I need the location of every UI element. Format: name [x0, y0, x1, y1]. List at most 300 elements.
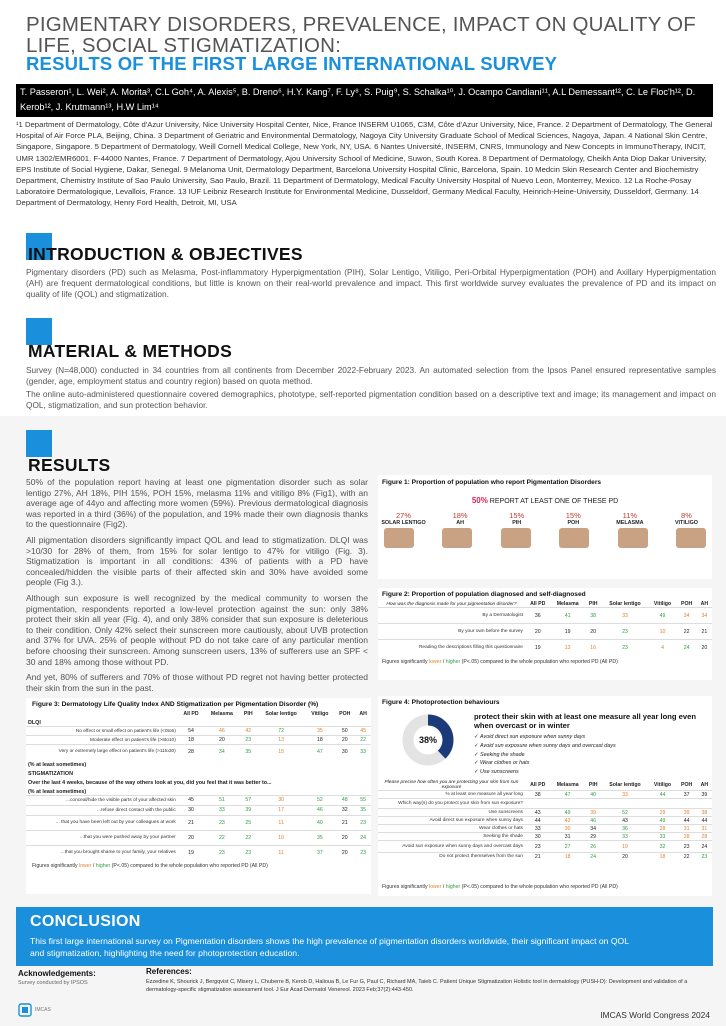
- cell-value: 18: [316, 737, 323, 743]
- cell-value: 22: [683, 628, 690, 635]
- cell-value: 49: [564, 809, 571, 816]
- section-row: [26, 717, 371, 727]
- cell-value: 18: [188, 737, 194, 743]
- results-text: [26, 477, 368, 698]
- conclusion-heading: CONCLUSION: [30, 913, 141, 930]
- column-header: POH: [681, 782, 693, 788]
- note-sep: /: [92, 863, 95, 869]
- cell-value: 29: [659, 809, 666, 816]
- figure-1-item: [380, 511, 427, 526]
- column-header: Solar lentigo: [609, 782, 641, 788]
- figure-4-donut: [400, 712, 456, 768]
- cell-value: 23: [360, 819, 366, 826]
- table-row: [378, 841, 712, 853]
- row-label: By a Dermatologist: [482, 613, 523, 618]
- cell-value: 38: [534, 791, 541, 798]
- cell-value: 45: [188, 797, 194, 803]
- cell-value: 29: [590, 833, 597, 840]
- cell-value: 15: [278, 748, 285, 755]
- cell-value: 23: [622, 628, 628, 635]
- cell-value: 21: [341, 819, 348, 826]
- cell-value: 46: [590, 817, 597, 824]
- column-header: Solar lentigo: [609, 601, 641, 607]
- column-header: All PD: [183, 711, 199, 717]
- figure-1-item: [663, 511, 710, 526]
- figure-2-panel: [378, 588, 712, 680]
- cell-value: 33: [534, 825, 541, 832]
- cell-value: 24: [683, 644, 690, 651]
- cell-value: 19: [188, 849, 194, 856]
- cell-value: 33: [622, 612, 628, 619]
- figure-1-label: POH: [567, 520, 580, 526]
- cell-value: 32: [341, 807, 348, 813]
- figure-1-title: Figure 1: Proportion of population who report Pigmentation Disorders: [382, 479, 602, 486]
- acknowledgements-text: Survey conducted by IPSOS: [18, 980, 88, 986]
- figure-3-note: [26, 860, 371, 872]
- section-label: (% at least sometimes): [28, 761, 87, 768]
- cell-value: 23: [245, 737, 252, 743]
- cell-value: 13: [278, 737, 285, 743]
- row-label: No effect or small effect on patient's life (<0to5): [75, 728, 176, 734]
- figure-3-table: [26, 711, 371, 860]
- results-paragraph: All pigmentation disorders significantly impact QOL and lead to stigmatization. DLQI was >10/30 for 28% of them, from 15% for solar lentigo to 47% for vitiligo (Fig. 3). Stigmatization is important in all conditions: 43% of patients with a PD have concealed/hidden the visible parts of their affected skin and 30% have avoided some people (Fig 3.).: [26, 534, 368, 588]
- congress-label: IMCAS World Congress 2024: [600, 1010, 710, 1020]
- cell-value: 33: [622, 791, 628, 798]
- cell-value: 33: [622, 833, 628, 840]
- cell-value: 35: [316, 834, 323, 841]
- row-label: Avoid sun exposure when sunny days and overcast days: [402, 844, 523, 849]
- cell-value: 20: [622, 853, 628, 860]
- section-row: [26, 777, 371, 786]
- figure-2-table: [378, 601, 712, 656]
- row-label: Do not protect themselves from the sun: [439, 854, 523, 860]
- results-paragraph: Although sun exposure is well recognized by the medical community to worsen the pigmentation, respondents reported a low-level protection against the sun: only 38% protect their skin all year (Fig. 4), and only 38% consider that sun exposure is deleterious to their condition. Only 42% select their sunscreen more cautiously, about UVB protection and 37% for UVA. 25% of people without PD do not take care of any particular mention before choosing their sunscreen. Among sunscreen users, 13% of sufferers use an SPF < 30 and 18% among those without PD.: [26, 592, 368, 667]
- section-row: [26, 786, 371, 796]
- note-prefix: Figures significantly: [382, 658, 428, 665]
- cell-value: 50: [341, 728, 348, 734]
- cell-value: 36: [622, 825, 628, 832]
- note-suffix: (P<.05) compared to the whole population who reported PD (All PD): [461, 658, 618, 665]
- figure-2-note: [378, 656, 712, 668]
- methods-text-1: Survey (N=48,000) conducted in 34 countries from all continents from December 2022-February 2023. An automated selection from the Ipsos Panel ensured representative samples (gender, age, employment status and country region) based on quota method.: [26, 365, 716, 386]
- figure-4-panel: [378, 696, 712, 896]
- cell-value: 23: [360, 849, 366, 856]
- cell-value: 35: [316, 728, 323, 734]
- cell-value: 11: [278, 819, 284, 826]
- references-text: Ezzedine K, Shourick J, Bergqvist C, Misery L, Chuberre B, Kerob D, Halioua B, Le Fur G, Paul C, Richard MA, Taieb C. Patient Unique Stigmatization Holistic tool in dermatology (PUSH-D): Development and validation of a dermatology-specific stigmatization assessment tool. J Eur Acad Dermatol Venereol. 2023 Feb;37(2):443-450.: [146, 979, 688, 993]
- cell-value: 37: [316, 849, 323, 856]
- cell-value: 31: [683, 825, 690, 832]
- figure-1-item: [437, 511, 484, 526]
- row-label: ...that you brought shame to your family, your relatives: [60, 850, 176, 856]
- row-label: ... that you have been left out by your colleagues at work: [55, 820, 176, 825]
- cell-value: 31: [564, 833, 571, 840]
- note-higher: higher: [445, 884, 461, 890]
- cell-value: 22: [245, 834, 252, 841]
- check-icon: ✓: [474, 769, 481, 776]
- cell-value: 48: [341, 797, 348, 803]
- figure-1-headline-pct: 50%: [471, 496, 488, 505]
- cell-value: 33: [360, 748, 366, 755]
- row-label: ...that you were pushed away by your partner: [79, 835, 176, 840]
- row-label: Very or extremely large effect on patient's life (>11to30): [58, 749, 176, 755]
- cell-value: 28: [659, 825, 666, 832]
- note-suffix: (P<.05) compared to the whole population who reported PD (All PD): [111, 863, 268, 869]
- figure-4-table: [378, 780, 712, 861]
- cell-value: [697, 799, 712, 809]
- cell-value: 18: [659, 853, 666, 860]
- bullet-item: [474, 733, 616, 742]
- figure-1-label: PIH: [512, 520, 522, 526]
- row-label: Moderate effect on patient's life (>6to10): [90, 737, 176, 743]
- cell-value: [525, 799, 551, 809]
- figure-1-pct: 27%: [395, 511, 411, 520]
- cell-value: [585, 799, 602, 809]
- cell-value: 24: [590, 853, 597, 860]
- cell-value: 42: [245, 728, 252, 734]
- cell-value: 44: [701, 817, 708, 824]
- table-row: [378, 833, 712, 841]
- cell-value: 39: [683, 809, 690, 816]
- note-prefix: Figures significantly: [382, 884, 428, 890]
- cell-value: 17: [278, 807, 285, 813]
- cell-value: 30: [278, 797, 285, 803]
- results-paragraph: And yet, 80% of sufferers and 70% of those without PD regret not having better protected their skin from the sun in the past.: [26, 672, 368, 693]
- column-header: Melasma: [556, 601, 579, 607]
- row-label: Reading the descriptions filling this questionnaire: [418, 645, 523, 651]
- authors-bar: T. Passeron¹, L. Wei², A. Morita³, C.L Goh⁴, A. Alexis⁵, B. Dreno⁶, H.Y. Kang⁷, F. Ly⁸, S. Puig⁹, S. Schalka¹⁰, J. Ocampo Candiani¹¹, A.L Demessant¹², C. Le Floc'h¹², D. Kerob¹², J. Krutmann¹³, H.W Lim¹⁴: [16, 84, 713, 117]
- imcas-logo-text: IMCAS: [35, 1007, 51, 1013]
- figure-4-note: [382, 884, 618, 890]
- cell-value: 72: [278, 728, 285, 734]
- table-row: [26, 815, 371, 830]
- skin-photo: [384, 528, 414, 548]
- table-row: [378, 791, 712, 799]
- cell-value: 54: [188, 728, 194, 734]
- note-higher: higher: [445, 658, 461, 665]
- figure-1-panel: [378, 475, 712, 579]
- figure-1-pct: 18%: [452, 511, 468, 520]
- cell-value: 4: [661, 644, 664, 651]
- bullet-item: [474, 768, 616, 777]
- table-row: [378, 624, 712, 640]
- cell-value: 43: [622, 817, 628, 824]
- figure-1-label: VITILIGO: [674, 520, 698, 526]
- results-heading: RESULTS: [28, 455, 111, 475]
- check-icon: ✓: [474, 734, 481, 740]
- cell-value: 39: [701, 791, 708, 798]
- cell-value: 23: [245, 849, 252, 856]
- cell-value: 28: [683, 833, 690, 840]
- row-label: ...refuse direct contact with the public: [96, 807, 176, 813]
- figure-4-bullets: [474, 733, 616, 777]
- column-header: Melasma: [210, 711, 233, 717]
- cell-value: 30: [534, 833, 541, 840]
- bullet-text: Use sunscreens: [480, 769, 519, 776]
- row-label: By your own before the survey: [458, 629, 523, 634]
- cell-value: 40: [316, 819, 323, 826]
- note-suffix: (P<.05) compared to the whole population who reported PD (All PD): [461, 884, 618, 890]
- row-label: Wear clothes or hats: [479, 826, 523, 831]
- intro-text: Pigmentary disorders (PD) such as Melasma, Post-inflammatory Hyperpigmentation (PIH), Solar Lentigo, Vitiligo, Peri-Orbital Hyperpigmentation (POH) and Axillary Hyperpigmentation (AH) are frequent dermatological conditions, but little is known on their real-world prevalence and impact. This first worldwide survey evaluates the prevalence of PD and its impact on quality of life (QOL) and stigmatization.: [26, 267, 716, 299]
- note-sep: /: [442, 884, 445, 890]
- cell-value: [677, 799, 697, 809]
- bullet-item: [474, 751, 616, 760]
- cell-value: 44: [534, 817, 541, 824]
- cell-value: 20: [590, 628, 597, 635]
- cell-value: 47: [316, 748, 323, 755]
- cell-value: 22: [360, 737, 366, 743]
- column-header: POH: [681, 601, 693, 607]
- cell-value: 34: [683, 612, 690, 619]
- cell-value: [550, 799, 584, 809]
- column-header: Vitiligo: [653, 601, 672, 607]
- cell-value: 24: [701, 843, 708, 850]
- skin-photo: [559, 528, 589, 548]
- cell-value: 30: [188, 807, 194, 813]
- cell-value: 23: [534, 843, 541, 850]
- note-lower: lower: [429, 884, 442, 890]
- cell-value: 10: [278, 834, 285, 841]
- table-row: [26, 736, 371, 745]
- cell-value: 25: [245, 819, 252, 826]
- row-label: ...conceal/hide the visible parts of your affected skin: [66, 797, 176, 803]
- cell-value: 23: [218, 819, 225, 826]
- cell-value: 23: [683, 843, 690, 850]
- table-question: How was the diagnosis made for your pigmentation disorder?: [386, 601, 517, 607]
- cell-value: 38: [590, 612, 597, 619]
- table-question: Please precise how often you are protecting your skin from sun exposure: [384, 780, 519, 790]
- cell-value: 52: [622, 809, 628, 816]
- note-lower: lower: [429, 658, 442, 665]
- cell-value: 36: [534, 612, 541, 619]
- cell-value: 39: [245, 807, 252, 813]
- cell-value: 55: [360, 797, 366, 803]
- figure-1-headline: [378, 496, 712, 505]
- cell-value: 42: [564, 817, 571, 824]
- poster-subtitle: RESULTS OF THE FIRST LARGE INTERNATIONAL SURVEY: [26, 53, 558, 74]
- skin-photo: [676, 528, 706, 548]
- row-label: Which way(s) do you protect your skin from sun exposure?: [398, 801, 523, 806]
- cell-value: 27: [564, 843, 571, 850]
- skin-photo: [618, 528, 648, 548]
- table-row: [378, 809, 712, 817]
- cell-value: 18: [564, 853, 571, 860]
- column-header: Melasma: [556, 782, 579, 788]
- cell-value: 49: [659, 817, 666, 824]
- table-row: [26, 727, 371, 736]
- bullet-text: Avoid direct sun exposure when sunny days: [480, 734, 586, 740]
- cell-value: 41: [564, 612, 571, 619]
- figure-1-item: [493, 511, 540, 526]
- figure-3-title: Figure 3: Dermatology Life Quality Index AND Stigmatization per Pigmentation Disorder (%): [32, 701, 319, 708]
- bullet-text: Avoid sun exposure when sunny days and overcast days: [480, 742, 616, 749]
- check-icon: ✓: [474, 742, 481, 749]
- cell-value: 11: [278, 849, 284, 856]
- cell-value: 22: [683, 853, 690, 860]
- column-header: All PD: [530, 601, 546, 607]
- figure-1-headline-text: REPORT AT LEAST ONE OF THESE PD: [489, 498, 619, 505]
- results-accent-mark: [26, 430, 52, 457]
- column-header: PIH: [588, 601, 598, 607]
- figure-1-pct: 15%: [509, 511, 525, 520]
- acknowledgements-heading: Acknowledgements:: [18, 969, 96, 978]
- column-header: PIH: [243, 711, 253, 717]
- table-row: [378, 853, 712, 861]
- imcas-logo: [18, 1003, 51, 1017]
- results-paragraph: 50% of the population report having at least one pigmentation disorder such as solar lentigo 27%, AH 18%, PIH 15%, POH 15%, melasma 11% and vitiligo 8% (Fig1), with an average age of 44yo and affecting more women (59%). Previous dermatological diagnosis was reported in a third (36%) of the population, and 19% made their own diagnosis thanks to the questionnaire (Fig2).: [26, 477, 368, 530]
- cell-value: 34: [590, 825, 597, 832]
- cell-value: 21: [701, 628, 708, 635]
- figure-1-categories: [378, 511, 712, 526]
- references-heading: References:: [146, 967, 192, 976]
- figure-1-pct: 15%: [565, 511, 581, 520]
- figure-3-panel: [26, 698, 371, 894]
- cell-value: 28: [188, 748, 194, 755]
- figure-1-pct: 11%: [622, 511, 638, 520]
- column-header: AH: [359, 711, 367, 717]
- cell-value: 33: [218, 807, 225, 813]
- cell-value: [602, 799, 649, 809]
- cell-value: 19: [622, 843, 628, 850]
- cell-value: 10: [659, 628, 666, 635]
- cell-value: 21: [188, 819, 194, 826]
- cell-value: 19: [534, 644, 541, 651]
- conclusion-box: [16, 907, 713, 966]
- table-row: [378, 825, 712, 833]
- section-label: DLQI: [28, 720, 41, 726]
- cell-value: 23: [622, 644, 628, 651]
- note-higher: higher: [95, 863, 111, 869]
- figure-1-label: AH: [456, 520, 464, 526]
- cell-value: 43: [534, 809, 541, 816]
- row-label: Seeking the shade: [483, 834, 523, 839]
- cell-value: 23: [218, 849, 225, 856]
- check-icon: ✓: [474, 751, 481, 758]
- cell-value: 52: [316, 797, 323, 803]
- cell-value: 16: [590, 644, 597, 651]
- cell-value: 40: [590, 791, 597, 798]
- figure-4-headline: protect their skin with at least one measure all year long even when overcast or in winter: [474, 712, 696, 730]
- section-row: [26, 759, 371, 768]
- table-row: [26, 745, 371, 759]
- check-icon: ✓: [474, 760, 481, 767]
- cell-value: 44: [659, 791, 666, 798]
- methods-heading: MATERIAL & METHODS: [28, 341, 233, 361]
- cell-value: 20: [341, 849, 348, 856]
- cell-value: 21: [534, 853, 541, 860]
- figure-1-item: [550, 511, 597, 526]
- cell-value: 47: [564, 791, 571, 798]
- imcas-logo-icon: [18, 1003, 32, 1017]
- cell-value: 39: [590, 809, 597, 816]
- column-header: Solar lentigo: [265, 711, 297, 717]
- intro-heading: INTRODUCTION & OBJECTIVES: [28, 244, 303, 264]
- bullet-text: Seeking the shade: [480, 751, 525, 758]
- table-header-row: [378, 780, 712, 791]
- cell-value: 30: [564, 825, 571, 832]
- column-header: All PD: [530, 782, 546, 788]
- cell-value: 51: [218, 797, 225, 803]
- table-row: [378, 799, 712, 809]
- table-row: [26, 795, 371, 805]
- cell-value: 26: [590, 843, 597, 850]
- cell-value: 49: [659, 612, 666, 619]
- cell-value: 30: [341, 748, 348, 755]
- cell-value: 31: [701, 825, 708, 832]
- row-label: % at least one measure all year long: [445, 792, 523, 797]
- cell-value: 46: [316, 807, 323, 813]
- cell-value: 22: [218, 834, 225, 841]
- column-header: PIH: [588, 782, 598, 788]
- note-sep: /: [442, 658, 445, 665]
- column-header: POH: [339, 711, 351, 717]
- cell-value: 20: [341, 737, 348, 743]
- figure-1-label: MELASMA: [616, 520, 644, 526]
- poster-title: PIGMENTARY DISORDERS, PREVALENCE, IMPACT ON QUALITY OF LIFE, SOCIAL STIGMATIZATION:: [26, 13, 696, 57]
- cell-value: 45: [360, 728, 366, 734]
- cell-value: 34: [701, 612, 708, 619]
- column-header: Vitiligo: [311, 711, 329, 717]
- cell-value: 13: [564, 644, 571, 651]
- cell-value: 57: [245, 797, 252, 803]
- row-label: Use sunscreens: [488, 810, 523, 815]
- table-row: [26, 830, 371, 845]
- cell-value: 20: [188, 834, 194, 841]
- figure-4-title: Figure 4: Photoprotection behaviours: [382, 699, 500, 706]
- column-header: Vitiligo: [653, 782, 672, 788]
- figure-2-title: Figure 2: Proportion of population diagnosed and self-diagnosed: [382, 591, 586, 598]
- cell-value: 20: [701, 644, 708, 651]
- note-prefix: Figures significantly: [32, 863, 78, 869]
- table-row: [378, 640, 712, 656]
- section-label: Over the last 4 weeks, because of the way others look at you, did you feel that it was better to...: [28, 779, 272, 786]
- donut-label: 38%: [418, 735, 438, 745]
- section-row: [26, 768, 371, 777]
- section-label: STIGMATIZATION: [28, 770, 74, 777]
- methods-text-2: The online auto-administered questionnaire covered demographics, phototype, self-reported pigmentation condition based on a descriptive text and image; its management and impact on QOL, stigmatization, and sun protection behavior.: [26, 389, 716, 410]
- skin-photo: [442, 528, 472, 548]
- bullet-text: Wear clothes or hats: [480, 760, 530, 767]
- cell-value: [648, 799, 676, 809]
- conclusion-text: This first large international survey on Pigmentation disorders shows the high prevalence of pigmentation disorders worldwide, their significant impact on QOL and stigmatization, highlighting the need for photoprotection education.: [30, 936, 629, 958]
- figure-1-label: SOLAR LENTIGO: [381, 520, 426, 526]
- column-header: AH: [700, 782, 709, 788]
- section-label: (% at least sometimes): [28, 788, 87, 795]
- affiliations: ¹1 Department of Dermatology, Côte d'Azur University, Nice University Hospital Center, Nice, France INSERM U1065, C3M, Côte d'Azur University, Nice, France. 2 Department of Dermatology, The General Hospital of Air Force PLA, Beijing, China. 3 Department of Geriatric and Environmental Dermatology, Nagoya City University Graduate School of Medical Sciences, Nagoya, Japan. 4 National Skin Centre, Singapore, Singapore. 5 Department of Dermatology, Weill Cornell Medical College, New York, NY, USA. 6 Nantes Université, INSERM, CNRS, Immunology and New Concepts in ImmunoTherapy, INCIT, UMR 1302/EMR6001. F-44000 Nantes, France. 7 Department of Dermatology, Ajou University School of Medicine, Suwon, South Korea. 8 Department of Dermatology, Cheikh Anta Diop Dakar University, EPS Institute of Social Hygiene, Dakar, Senegal. 9 Melanoma Unit, Dermatology Department, Barcelona University Hospital Clinic, Barcelona, Spain. 10 Medcin Skin Research Center and Biochemistry Department, Chemistry Institute of Sao Paulo University, Sao Paulo, Brazil. 11 Department of Dermatology, Medical Faculty University Hospital of Nuevo Leon, Monterrey, Mexico. 12 La Roche-Posay Laboratoire Dermatologique, Levallois, France. 13 IUF Leibniz Research Institute for Environmental Medicine, Dusseldorf, Germany Medical Faculty, Heinrich-Heine-University, Dusseldorf, Germany. 14 Department of Dermatology, Henry Ford Health, Detroit, MI, USA: [16, 120, 713, 208]
- cell-value: 20: [341, 834, 348, 841]
- skin-photo: [501, 528, 531, 548]
- row-label: Avoid direct sun exposure when sunny days: [429, 818, 523, 823]
- column-header: AH: [700, 601, 709, 607]
- figure-1-item: [606, 511, 653, 526]
- cell-value: 33: [659, 833, 666, 840]
- table-row: [26, 805, 371, 815]
- cell-value: 34: [218, 748, 225, 755]
- figure-1-pct: 8%: [681, 511, 692, 520]
- table-row: [26, 845, 371, 860]
- cell-value: 37: [683, 791, 690, 798]
- bullet-item: [474, 759, 616, 768]
- table-row: [378, 608, 712, 624]
- cell-value: 20: [534, 628, 541, 635]
- cell-value: 20: [218, 737, 225, 743]
- cell-value: 23: [701, 853, 708, 860]
- note-lower: lower: [79, 863, 92, 869]
- cell-value: 32: [659, 843, 666, 850]
- cell-value: 35: [245, 748, 252, 755]
- cell-value: 19: [564, 628, 571, 635]
